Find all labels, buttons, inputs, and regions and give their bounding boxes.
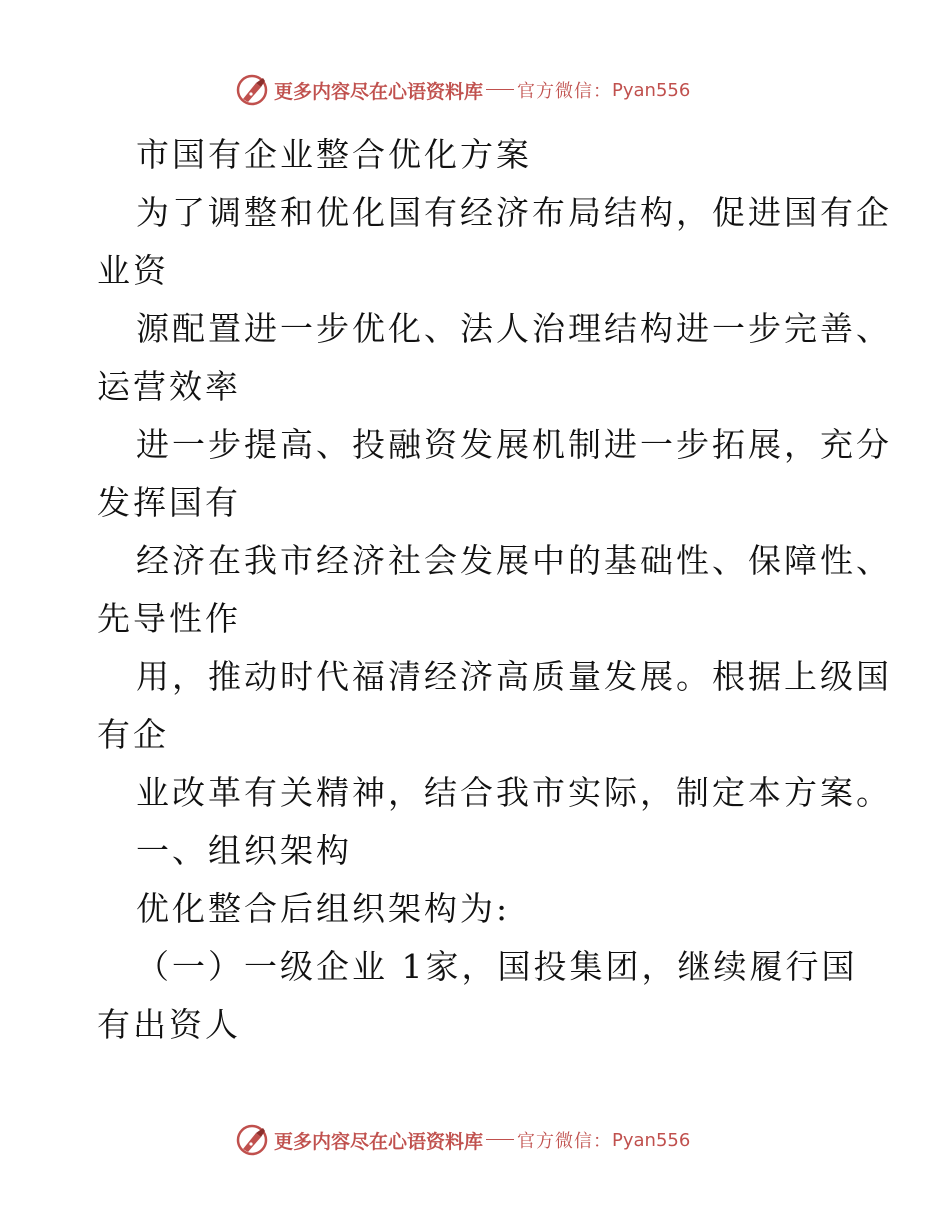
paragraph-line: 用，推动时代福清经济高质量发展。根据上级国	[136, 657, 892, 696]
paragraph-line: 发挥国有	[97, 483, 241, 522]
watermark-wechat-id: Pyan556	[612, 1129, 691, 1151]
paragraph-line: 源配置进一步优化、法人治理结构进一步完善、	[136, 309, 892, 348]
watermark-dash	[486, 1139, 514, 1140]
document-title: 市国有企业整合优化方案	[136, 135, 532, 174]
paragraph-line: 有企	[97, 715, 169, 754]
paragraph-line: 为了调整和优化国有经济布局结构，促进国有企	[136, 193, 892, 232]
paragraph-line: 优化整合后组织架构为:	[136, 889, 511, 928]
paragraph-line: 业资	[97, 251, 169, 290]
footer-watermark-banner	[236, 1123, 690, 1157]
paragraph-line: 进一步提高、投融资发展机制进一步拓展，充分	[136, 425, 892, 464]
pen-nib-logo-icon	[236, 1123, 270, 1157]
watermark-text: 更多内容尽在心语资料库	[274, 1130, 484, 1153]
watermark-dash	[486, 89, 514, 90]
paragraph-line: 经济在我市经济社会发展中的基础性、保障性、	[136, 541, 892, 580]
paragraph-line: 业改革有关精神，结合我市实际，制定本方案。	[136, 773, 892, 812]
paragraph-line: 先导性作	[97, 599, 241, 638]
list-item-line: （一）一级企业 1家，国投集团，继续履行国	[136, 947, 858, 986]
document-body	[97, 126, 892, 1054]
pen-nib-logo-icon	[236, 73, 270, 107]
watermark-wechat-label: 官方微信：	[517, 1131, 613, 1152]
watermark-wechat-id: Pyan556	[612, 79, 691, 101]
header-watermark-banner	[236, 73, 690, 107]
list-item-line: 有出资人	[97, 1005, 241, 1044]
section-heading: 一、组织架构	[136, 831, 352, 870]
paragraph-line: 运营效率	[97, 367, 241, 406]
watermark-wechat-label: 官方微信：	[517, 81, 613, 102]
watermark-text: 更多内容尽在心语资料库	[274, 80, 484, 103]
